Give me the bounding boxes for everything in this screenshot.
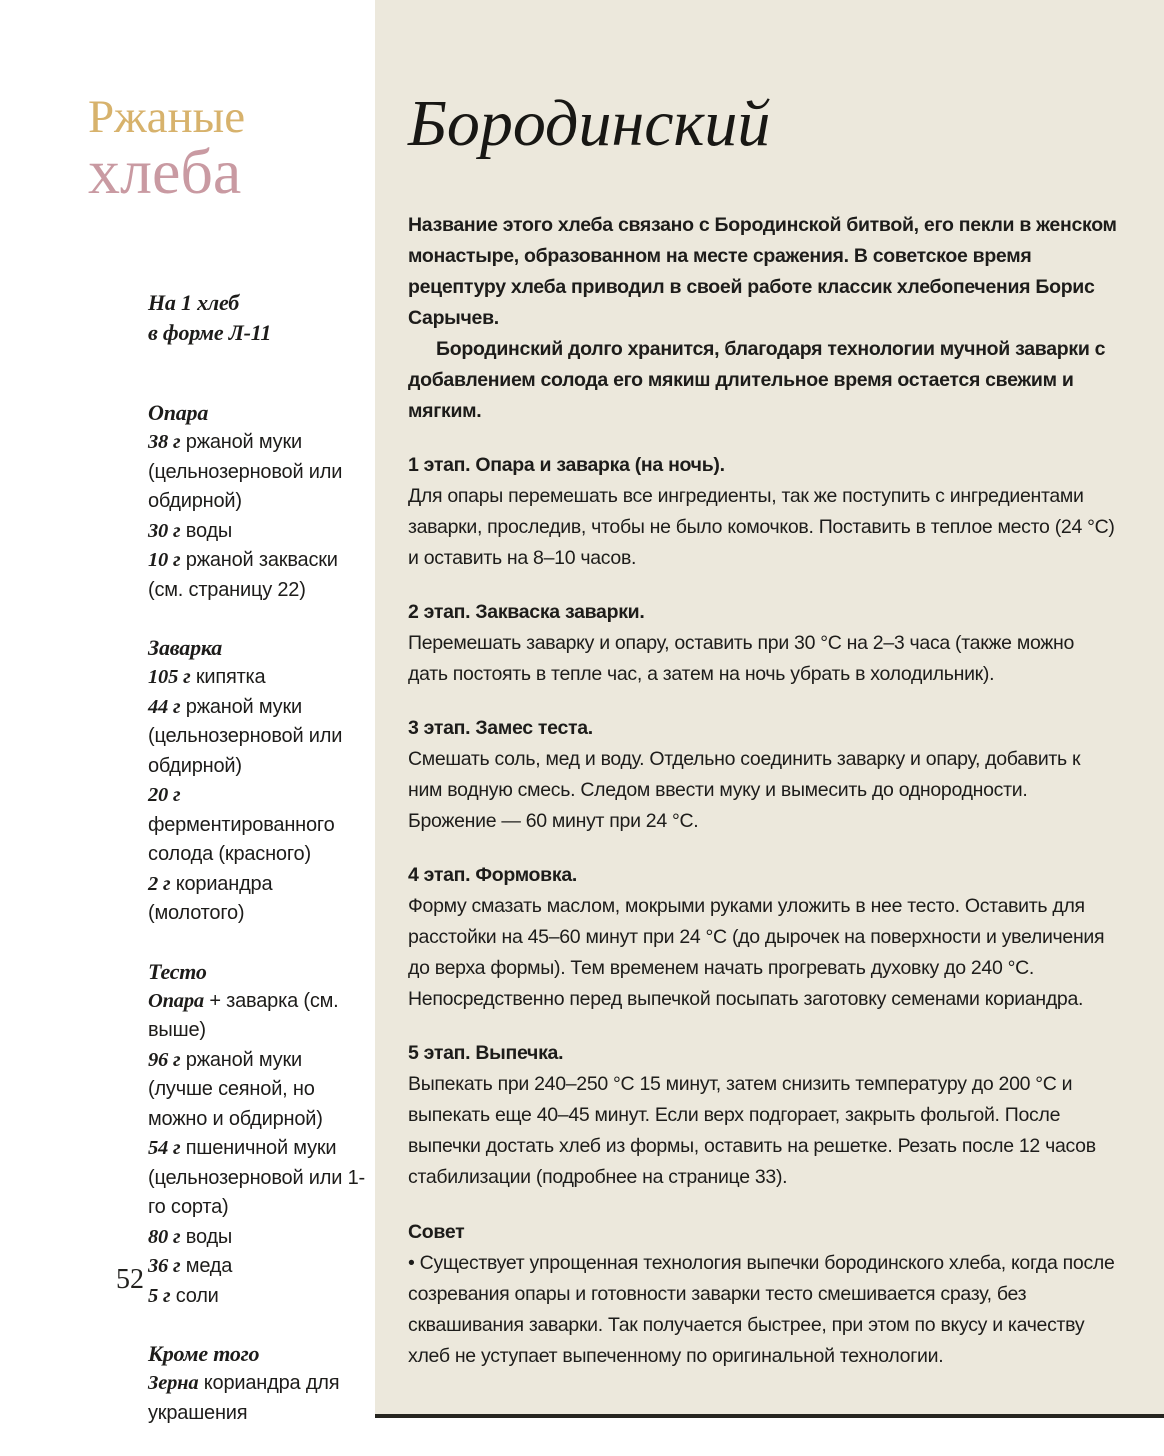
ingredient-qty: 105 г (148, 666, 191, 688)
section-heading: Тесто (148, 958, 207, 984)
ingredient-qty: 2 г (148, 872, 171, 895)
yield-note (148, 288, 368, 348)
step-heading: 5 этап. Выпечка. (408, 1042, 564, 1064)
ingredient-text: ржаной муки (лучше сеяной, но можно и обдирной) (148, 1048, 323, 1130)
ingredient-qty: 10 г (148, 549, 181, 571)
tip-text: Существует упрощенная технология выпечки бородинского хлеба, когда после созревания опары и готовности заварки тесто смешивается сразу, без сквашивания заварки. Так получается быстрее, при этом по вкусу и качеству хлеб не уступает выпеченному по оригинальной технологии. (408, 1252, 1115, 1367)
chapter-title (88, 91, 246, 207)
step-body: Для опары перемешать все ингредиенты, так же поступить с ингредиентами заварки, проследив, чтобы не было комочков. Поставить в теплое место (24 °С) и оставить на 8–10 часов. (408, 485, 1115, 569)
ingredient-qty: 44 г (148, 695, 181, 718)
bullet-icon: • (408, 1252, 415, 1274)
ingredient-text: кориандра для украшения (148, 1372, 340, 1424)
ingredients-panel (148, 288, 368, 1456)
step-heading: 1 этап. Опара и заварка (на ночь). (408, 454, 725, 476)
ingredient-section-zavarka (148, 633, 368, 929)
ingredient-section-testo (148, 957, 368, 1312)
yield-line1: На 1 хлеб (148, 290, 240, 315)
ingredient-qty: 38 г (148, 431, 181, 453)
ingredient-qty: 54 г (148, 1137, 181, 1159)
ingredient-text: меда (185, 1255, 233, 1277)
ingredient-text: кориандра (молотого) (148, 872, 273, 924)
ingredient-item (148, 517, 368, 547)
chapter-title-line1: Ржаные (88, 91, 246, 143)
recipe-title: Бородинский (408, 87, 771, 160)
step-2 (408, 597, 1118, 690)
ingredient-qty: 20 г (148, 784, 181, 806)
ingredient-item (148, 1134, 368, 1223)
ingredient-section-extra (148, 1339, 368, 1428)
ingredient-item (148, 1046, 368, 1135)
tip-block (408, 1217, 1118, 1372)
ingredient-item (148, 693, 368, 782)
ingredient-qty: 80 г (148, 1225, 181, 1248)
ingredient-text: пшеничной муки (цельнозерновой или 1-го сорта) (148, 1137, 365, 1218)
ingredient-qty: 96 г (148, 1048, 181, 1071)
step-3 (408, 713, 1118, 837)
step-heading: 3 этап. Замес теста. (408, 717, 593, 739)
ingredient-qty: Опара (148, 989, 204, 1012)
ingredient-text: ржаной закваски (см. страницу 22) (148, 549, 338, 601)
step-body: Выпекать при 240–250 °С 15 минут, затем снизить температуру до 200 °С и выпекать еще 40–45 минут. Если верх подгорает, закрыть фольгой. После выпечки достать хлеб из формы, оставить на решетке. Резать после 12 часов стабилизации (подробнее на странице 33). (408, 1073, 1096, 1188)
ingredient-item (148, 1252, 368, 1282)
ingredient-text: + заварка (см. выше) (148, 989, 339, 1041)
yield-line2: в форме Л-11 (148, 320, 272, 345)
page-number: 52 (116, 1264, 144, 1295)
section-heading: Заварка (148, 635, 223, 660)
ingredient-text: воды (185, 519, 233, 542)
ingredient-section-opara (148, 398, 368, 605)
ingredient-qty: 36 г (148, 1255, 181, 1277)
step-heading: 4 этап. Формовка. (408, 864, 577, 886)
step-body: Перемешать заварку и опару, оставить при 30 °С на 2–3 часа (также можно дать постоять в тепле час, а затем на ночь убрать в холодильник). (408, 632, 1075, 685)
intro-paragraph-1: Название этого хлеба связано с Бородинской битвой, его пекли в женском монастыре, образованном на месте сражения. В советское время рецептуру хлеба приводил в своей работе классик хлебопечения Борис Сарычев. (408, 214, 1117, 329)
intro-paragraph-2: Бородинский долго хранится, благодаря технологии мучной заварки с добавлением солода его мякиш длительное время остается свежим и мягким. (408, 338, 1106, 422)
ingredient-text: ферментированного солода (красного) (148, 813, 335, 865)
ingredient-qty: 30 г (148, 519, 181, 542)
step-body: Форму смазать маслом, мокрыми руками уложить в нее тесто. Оставить для расстойки на 45–60 минут при 24 °С (до дырочек на поверхности и увеличения до верха формы). Тем временем начать прогревать духовку до 240 °С. Непосредственно перед выпечкой посыпать заготовку семенами кориандра. (408, 895, 1105, 1010)
step-1 (408, 450, 1118, 574)
tip-body (408, 1248, 1118, 1372)
ingredient-item (148, 1369, 368, 1428)
recipe-page (375, 0, 1164, 1418)
ingredient-item (148, 987, 368, 1046)
section-heading: Опара (148, 400, 209, 425)
ingredient-item (148, 663, 368, 693)
step-4 (408, 860, 1118, 1015)
chapter-title-line2: хлеба (88, 136, 242, 207)
ingredient-qty: 5 г (148, 1284, 171, 1307)
page-edge-bar (375, 1414, 1164, 1418)
ingredient-qty: Зерна (148, 1372, 199, 1394)
intro-paragraphs (408, 210, 1118, 427)
ingredient-text: ржаной муки (цельнозерновой или обдирной) (148, 695, 343, 777)
ingredient-item (148, 428, 368, 517)
ingredient-text: соли (175, 1284, 219, 1307)
ingredient-item (148, 1223, 368, 1253)
ingredient-text: кипятка (195, 666, 266, 688)
section-heading: Кроме того (148, 1341, 260, 1366)
step-5 (408, 1038, 1118, 1193)
ingredient-item (148, 546, 368, 605)
tip-heading: Совет (408, 1221, 465, 1243)
ingredient-text: воды (185, 1225, 233, 1248)
step-body: Смешать соль, мед и воду. Отдельно соединить заварку и опару, добавить к ним водную смесь. Следом ввести муку и вымесить до однородности. Брожение — 60 минут при 24 °С. (408, 748, 1081, 832)
ingredient-item (148, 1282, 368, 1312)
ingredient-item (148, 870, 368, 929)
sidebar (0, 0, 375, 1424)
step-heading: 2 этап. Закваска заварки. (408, 601, 645, 623)
ingredient-text: ржаной муки (цельнозерновой или обдирной) (148, 431, 343, 512)
ingredient-item (148, 781, 368, 870)
